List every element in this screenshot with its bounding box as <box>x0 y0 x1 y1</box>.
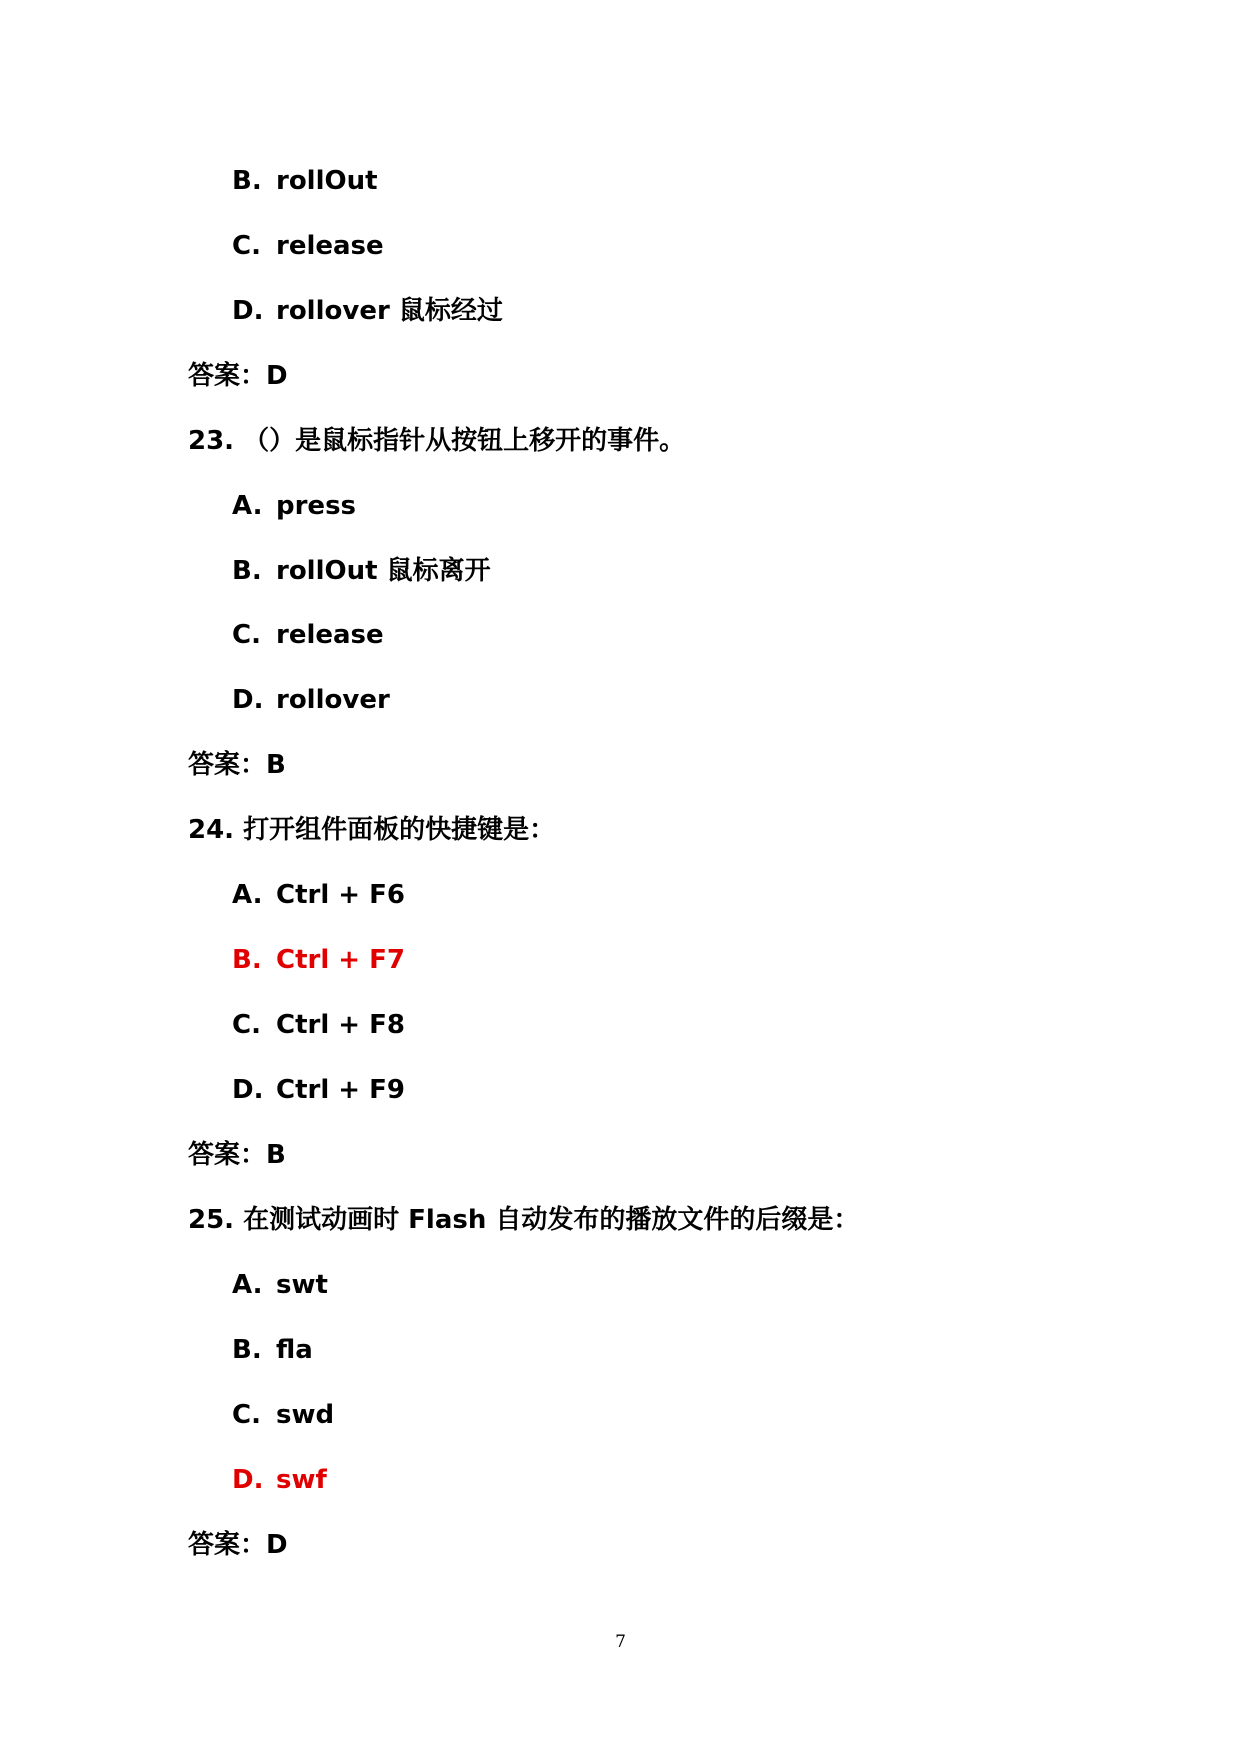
option-letter: C. <box>232 1010 261 1040</box>
option-text: Ctrl + F7 <box>276 945 405 975</box>
answer-text: 答案：B <box>188 750 286 780</box>
option-text: Ctrl + F9 <box>276 1075 405 1105</box>
answer-text: 答案：D <box>188 361 288 391</box>
option-d-swf-correct <box>232 1455 327 1505</box>
option-letter: A. <box>232 491 263 521</box>
option-letter: C. <box>232 1400 261 1430</box>
option-d-ctrl-f9 <box>232 1065 405 1115</box>
option-a-press <box>232 481 356 531</box>
option-text: swt <box>276 1270 328 1300</box>
option-letter: A. <box>232 1270 263 1300</box>
option-text: fla <box>276 1335 313 1365</box>
option-c-release <box>232 221 384 271</box>
option-letter: B. <box>232 556 262 586</box>
option-c-ctrl-f8 <box>232 1000 405 1050</box>
answer-23 <box>188 740 286 790</box>
option-letter: B. <box>232 166 262 196</box>
option-letter: A. <box>232 880 263 910</box>
question-25 <box>188 1195 859 1245</box>
option-d-rollover <box>232 675 390 725</box>
answer-24 <box>188 1130 286 1180</box>
page-number: 7 <box>615 1632 626 1652</box>
option-text: rollover 鼠标经过 <box>276 296 503 326</box>
question-24 <box>188 805 555 855</box>
answer-25 <box>188 1520 288 1570</box>
question-text: 24. 打开组件面板的快捷键是： <box>188 815 556 845</box>
option-a-swt <box>232 1260 328 1310</box>
question-23 <box>188 416 685 466</box>
option-text: rollover <box>276 685 390 715</box>
option-d-rollover <box>232 286 503 336</box>
option-c-release <box>232 610 384 660</box>
question-text: 25. 在测试动画时 Flash 自动发布的播放文件的后缀是： <box>188 1205 860 1235</box>
answer-text: 答案：D <box>188 1530 288 1560</box>
option-b-rollout <box>232 156 378 206</box>
option-letter: B. <box>232 1335 262 1365</box>
option-letter: D. <box>232 685 264 715</box>
option-c-swd <box>232 1390 334 1440</box>
option-letter: D. <box>232 1075 264 1105</box>
option-text: swf <box>276 1465 327 1495</box>
option-text: Ctrl + F8 <box>276 1010 405 1040</box>
option-letter: B. <box>232 945 262 975</box>
option-text: release <box>276 231 384 261</box>
option-letter: D. <box>232 1465 264 1495</box>
option-text: swd <box>276 1400 335 1430</box>
option-text: press <box>276 491 357 521</box>
option-letter: C. <box>232 231 261 261</box>
option-text: Ctrl + F6 <box>276 880 405 910</box>
option-a-ctrl-f6 <box>232 870 405 920</box>
option-b-fla <box>232 1325 313 1375</box>
option-letter: D. <box>232 296 264 326</box>
answer-text: 答案：B <box>188 1140 286 1170</box>
answer-22 <box>188 351 288 401</box>
option-text: rollOut 鼠标离开 <box>276 556 491 586</box>
option-b-ctrl-f7-correct <box>232 935 405 985</box>
option-text: release <box>276 620 384 650</box>
question-text: 23. （）是鼠标指针从按钮上移开的事件。 <box>188 426 686 456</box>
option-b-rollout-leave <box>232 546 491 596</box>
option-letter: C. <box>232 620 261 650</box>
option-text: rollOut <box>276 166 378 196</box>
